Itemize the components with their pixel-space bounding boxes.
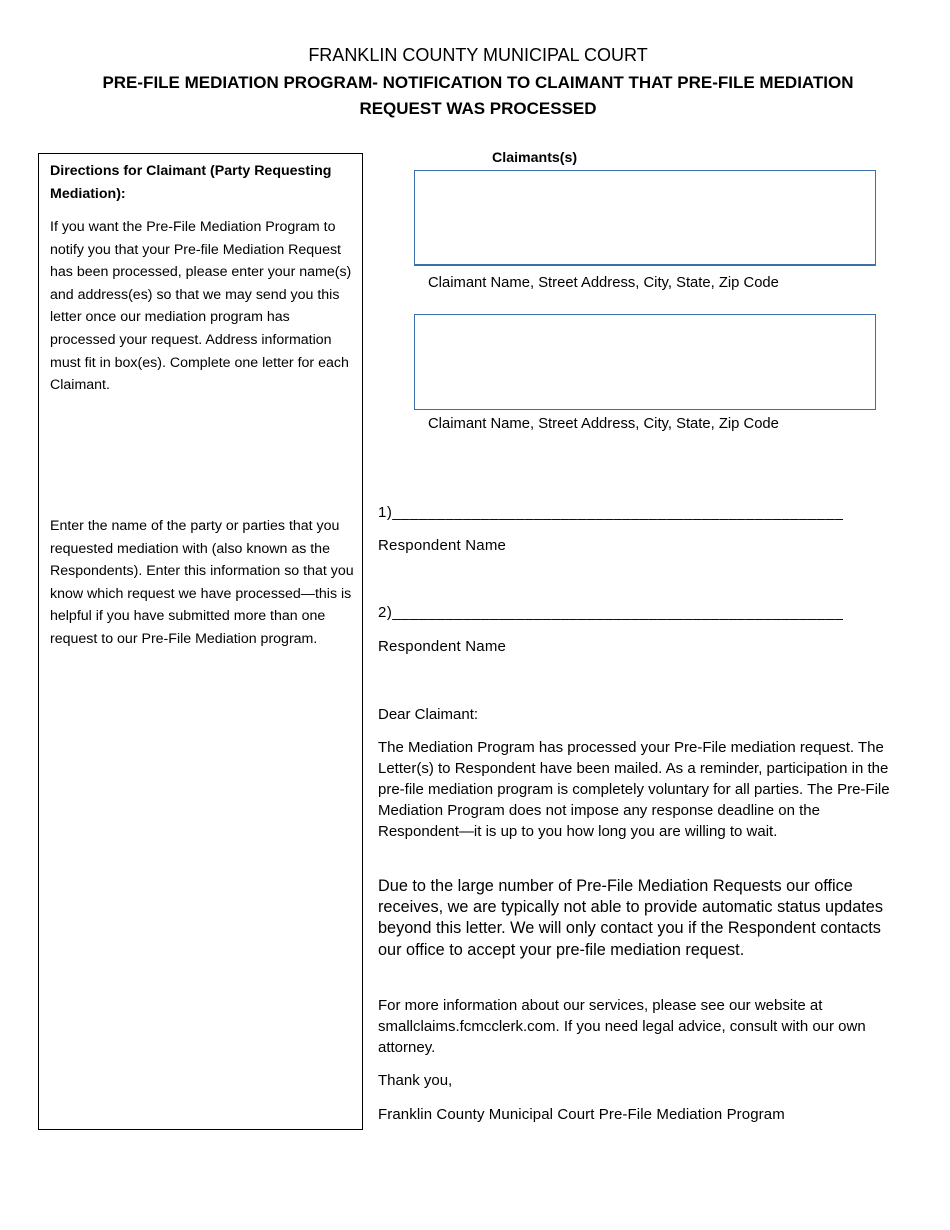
claimants-label: Claimants(s) <box>492 150 578 166</box>
claimant-address-box-2[interactable] <box>414 314 876 410</box>
respondent-label-1: Respondent Name <box>378 537 507 554</box>
letter-greeting: Dear Claimant: <box>378 706 479 723</box>
letter-signature: Franklin County Municipal Court Pre-File Mediation Program <box>378 1106 785 1123</box>
claimant-address-box-1[interactable] <box>414 170 876 266</box>
claimant-caption-2: Claimant Name, Street Address, City, State, Zip Code <box>428 416 779 432</box>
respondent-label-2: Respondent Name <box>378 638 507 655</box>
form-title: PRE-FILE MEDIATION PROGRAM- NOTIFICATION TO CLAIMANT THAT PRE-FILE MEDIATION REQUEST WAS PROCESSED <box>102 73 854 118</box>
letter-paragraph-3: For more information about our services, please see our website at smallclaims.fcmcclerk.com. If you need legal advice, consult with our own attorney. <box>378 997 866 1056</box>
directions-claimant-text: If you want the Pre-File Mediation Program to notify you that your Pre-file Mediation Request has been processed, please enter your name(s) and address(es) so that we may send you this letter once our mediation program has processed your request. Address information must fit in box(es). Complete one letter for each Claimant. <box>50 219 352 394</box>
directions-title: Directions for Claimant (Party Requesting Mediation): <box>50 163 332 202</box>
letter-paragraph-2: Due to the large number of Pre-File Mediation Requests our office receives, we are typically not able to provide automatic status updates beyond this letter. We will only contact you if the Respondent contacts our office to accept your pre-file mediation request. <box>378 877 883 959</box>
court-name: FRANKLIN COUNTY MUNICIPAL COURT <box>308 45 648 65</box>
claimant-caption-1: Claimant Name, Street Address, City, State, Zip Code <box>428 275 779 291</box>
respondent-name-line-2[interactable]: 2)___________________________________________________ <box>378 604 844 621</box>
letter-closing: Thank you, <box>378 1072 453 1089</box>
respondent-name-line-1[interactable]: 1)___________________________________________________ <box>378 504 844 521</box>
directions-respondent-text: Enter the name of the party or parties that you requested mediation with (also known as the Respondents). Enter this information so that you know which request we have processed—this is helpful if you have submitted more than one request to our Pre-File Mediation program. <box>50 518 354 647</box>
letter-paragraph-1: The Mediation Program has processed your Pre-File mediation request. The Letter(s) to Respondent have been mailed. As a reminder, participation in the pre-file mediation program is completely voluntary for all parties. The Pre-File Mediation Program does not impose any response deadline on the Respondent—it is up to you how long you are willing to wait. <box>378 739 890 840</box>
